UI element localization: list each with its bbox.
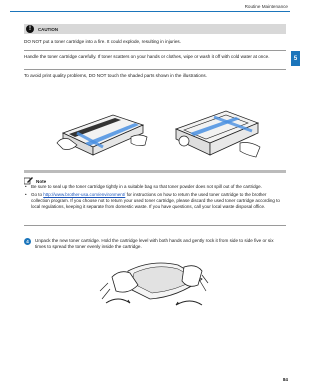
caution-paragraph-3: To avoid print quality problems, DO NOT touch the shaded parts shown in the illustrations. [24, 73, 207, 78]
caution-divider-1 [24, 50, 286, 51]
step-number-badge: 4 [24, 238, 31, 245]
caution-divider-2 [24, 69, 286, 70]
note-item: • Go to http://www.brother-usa.com/environment/ for instructions on how to return the used toner cartridge to the brother collection program. If you choose not to return your used toner cartridge, please discard the used toner cartridge according to local regulations, keeping it separate from domestic waste. If you have questions, call your local waste disposal office. [24, 192, 286, 210]
page-number: 84 [282, 377, 288, 382]
note-banner [24, 170, 286, 173]
note-list [24, 184, 286, 212]
note-title: Note [36, 178, 47, 184]
step-instruction: Unpack the new toner cartridge. Hold the cartridge level with both hands and gently rock it from side to side five or six times to spread the toner evenly inside the cartridge. [35, 238, 274, 249]
toner-cartridge-shaded-illustration [55, 103, 150, 158]
environment-link[interactable]: http://www.brother-usa.com/environment/ [43, 191, 126, 197]
header-rule [10, 11, 290, 12]
warning-icon: ! [26, 25, 34, 33]
caution-title: CAUTION [38, 26, 59, 32]
caution-paragraph-1: DO NOT put a toner cartridge into a fire. It could explode, resulting in injuries. [24, 39, 181, 44]
note-divider [24, 225, 286, 226]
note-item: • Be sure to seal up the toner cartridge tightly in a suitable bag so that toner powder does not spill out of the cartridge. [24, 184, 286, 190]
drum-unit-shaded-illustration [170, 103, 265, 161]
rock-cartridge-illustration [98, 251, 210, 313]
chapter-tab: 5 [291, 51, 300, 66]
caution-banner [24, 24, 286, 34]
running-header: Routine Maintenance [244, 4, 288, 9]
caution-paragraph-2: Handle the toner cartridge carefully. If toner scatters on your hands or clothes, wipe or wash it off with cold water at once. [24, 54, 270, 59]
